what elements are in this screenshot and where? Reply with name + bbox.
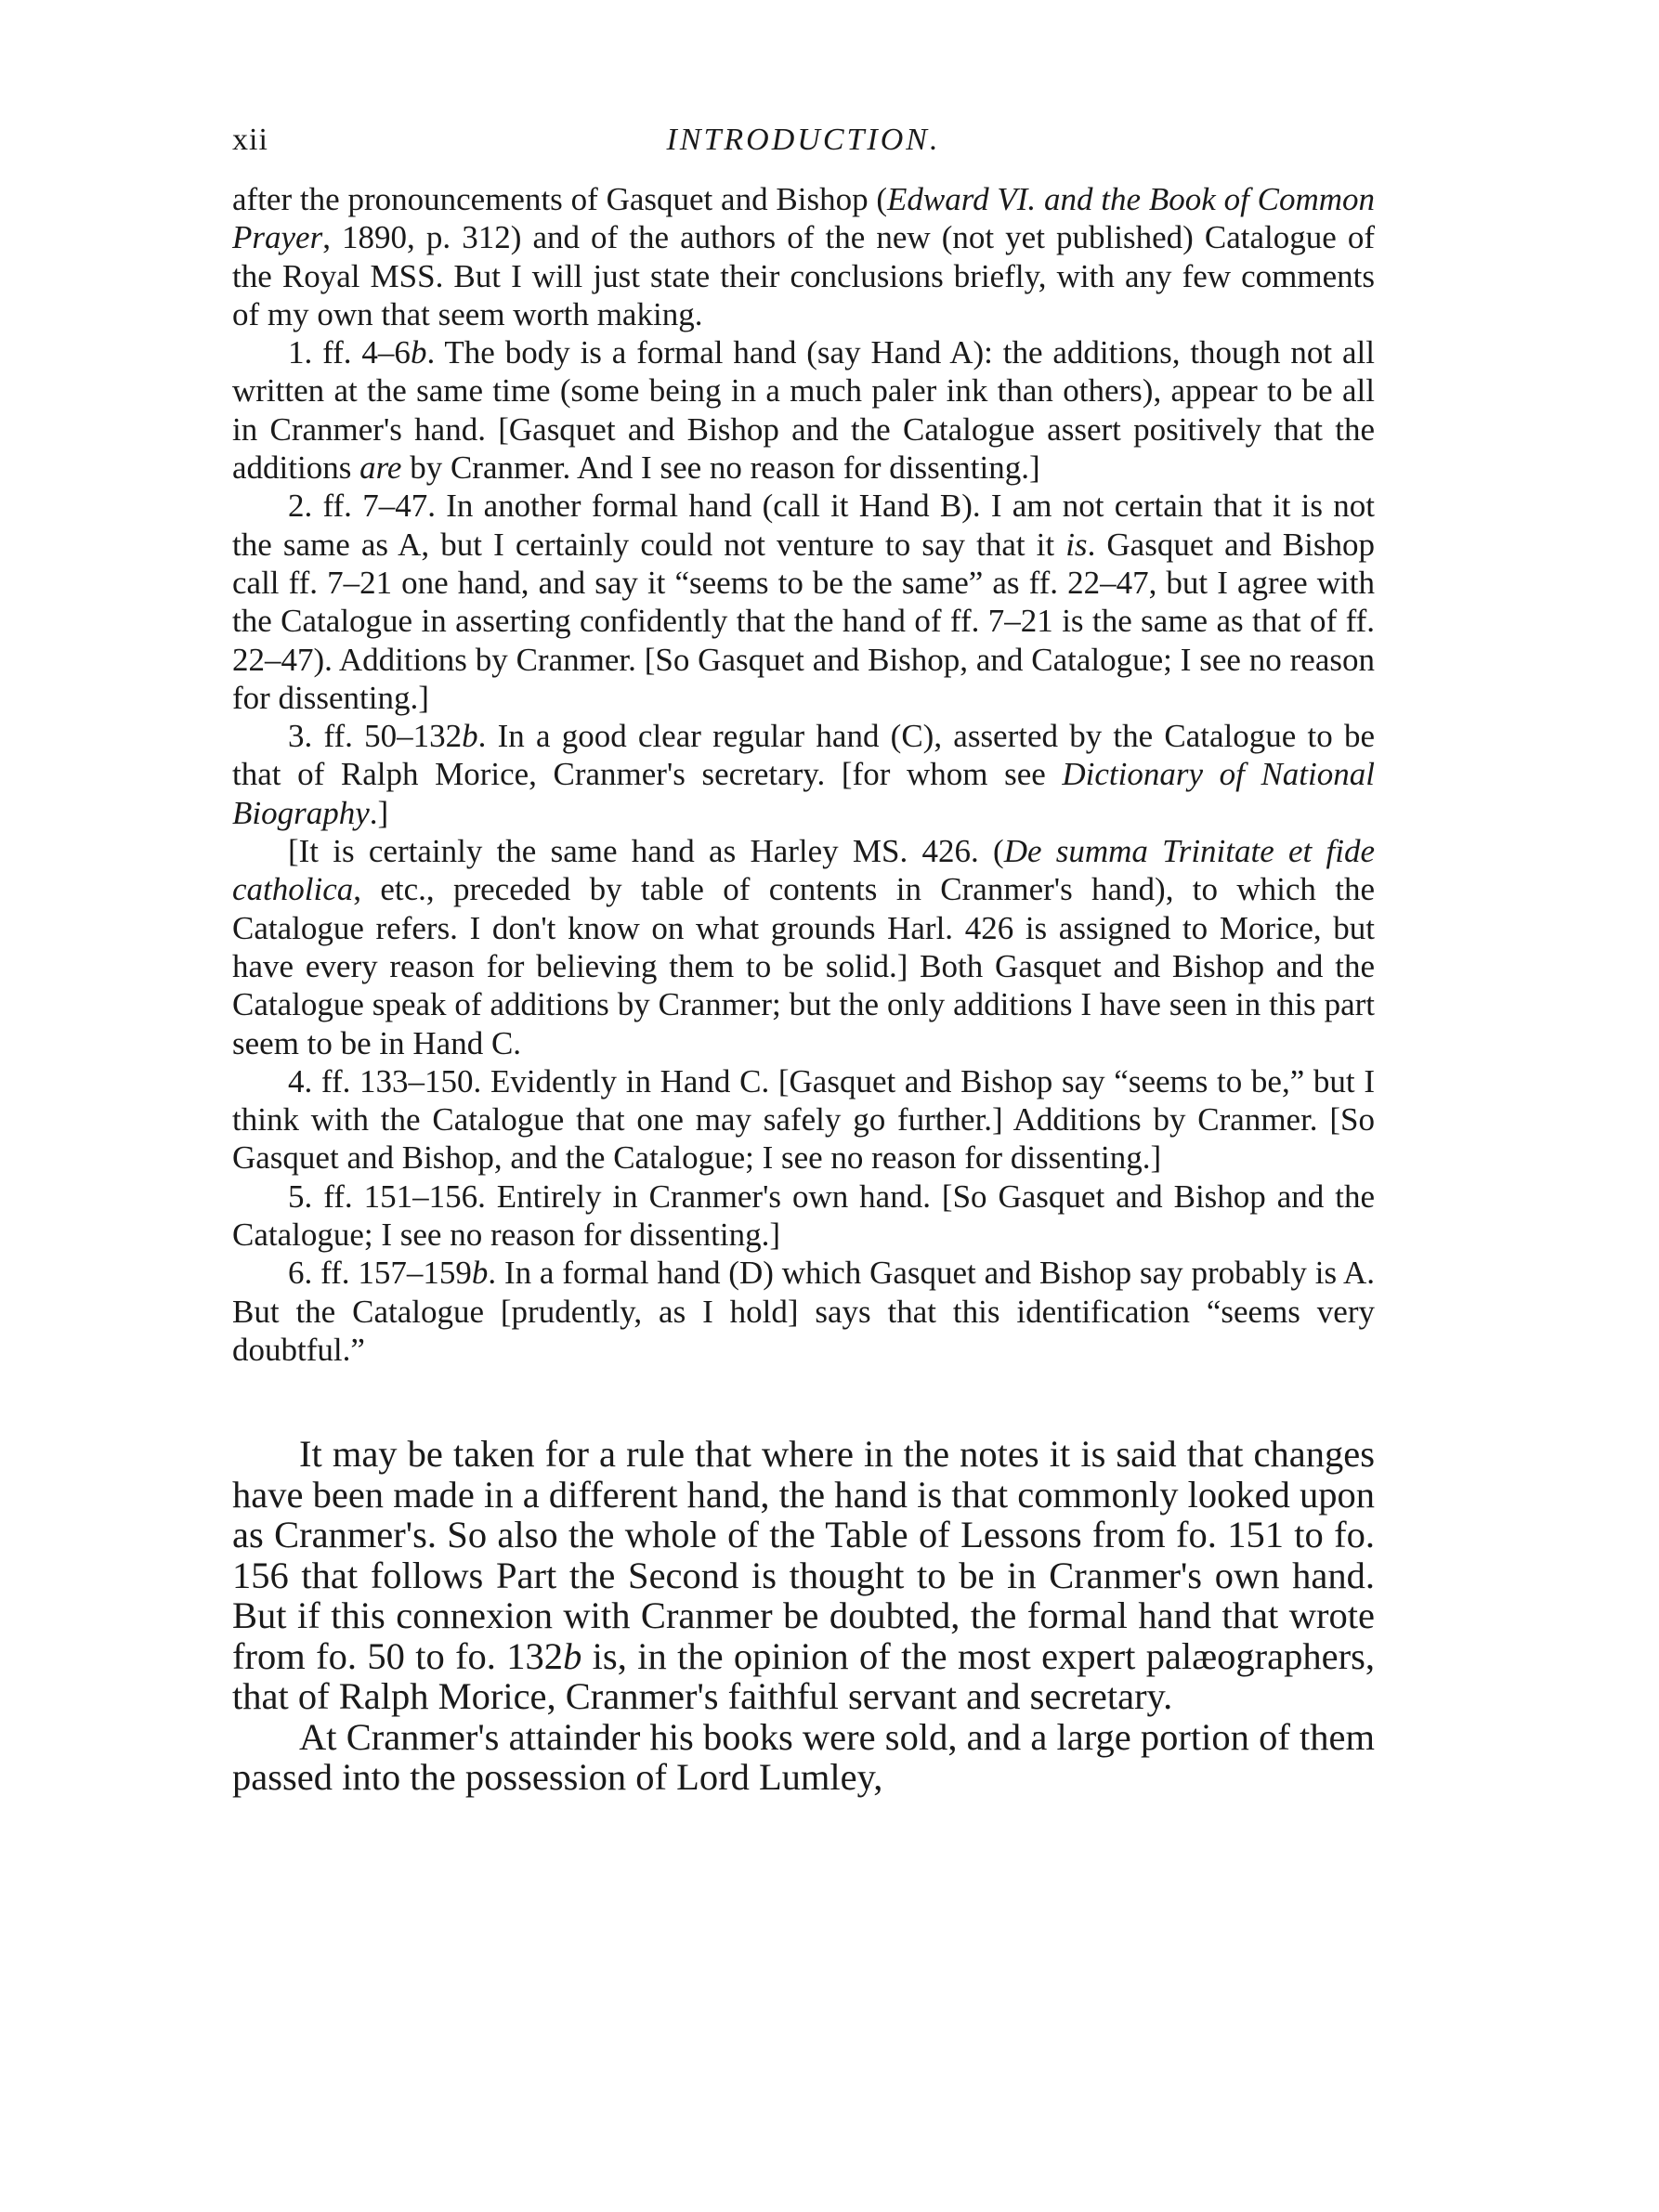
note-paragraph — [232, 1254, 1375, 1369]
italic-text: De summa Trinitate et fide catholica — [232, 833, 1376, 908]
note-paragraph — [232, 1178, 1375, 1255]
italic-text: b — [563, 1634, 582, 1677]
body-paragraph — [232, 1434, 1375, 1717]
text-run: At Cranmer's attainder his books were sold, and a large portion of them passed into the possession of Lord Lumley, — [232, 1715, 1375, 1799]
running-head: INTRODUCTION. — [666, 123, 941, 157]
italic-text: are — [359, 449, 402, 487]
text-run: , 1890, p. 312) and of the authors of the new (not yet published) Catalogue of the Royal MSS. But I will just state their conclusions briefly, with any few comments of my own that seem worth making. — [232, 219, 1375, 332]
text-run: 5. ff. 151–156. Entirely in Cranmer's own hand. [So Gasquet and Bishop and the Catalogue; I see no reason for dissenting.] — [232, 1178, 1375, 1254]
text-run: . In a good clear regular hand (C), asserted by the Catalogue to be that of Ralph Morice, Cranmer's secretary. [for whom see — [232, 718, 1375, 793]
italic-text: Edward VI. and the Book of Common Prayer — [232, 181, 1375, 256]
body-paragraph — [232, 1717, 1375, 1798]
text-run: 2. ff. 7–47. In another formal hand (call it Hand B). I am not certain that it is not the same as A, but I certainly could not venture to say that it — [232, 488, 1375, 563]
folio-number: xii — [232, 123, 268, 157]
note-paragraph — [232, 180, 1375, 333]
italic-text: is — [1065, 526, 1088, 563]
text-run: . The body is a formal hand (say Hand A): the additions, though not all written at the same time (some being in a much paler ink than others), appear to be all in Cranmer's hand. [Gasquet and Bishop and the Catalogue assert positively that the additions — [232, 334, 1375, 487]
note-paragraph — [232, 1062, 1375, 1178]
text-run: by Cranmer. And I see no reason for dissenting.] — [401, 449, 1040, 487]
italic-text: b — [462, 718, 478, 755]
note-paragraph — [232, 333, 1375, 487]
text-run: It may be taken for a rule that where in the notes it is said that changes have been made in a different hand, the hand is that commonly looked upon as Cranmer's. So also the whole of the Table of Lessons from fo. 151 to fo. 156 that follows Part the Second is thought to be in Cranmer's own hand. But if this connexion with Cranmer be doubted, the formal hand that wrote from fo. 50 to fo. 132 — [232, 1433, 1375, 1677]
text-run: , etc., preceded by table of contents in Cranmer's hand), to which the Catalogue refers. I don't know on what grounds Harl. 426 is assigned to Morice, but have every reason for believing them to be solid.] Both Gasquet and Bishop and the Catalogue speak of additions by Cranmer; but the only additions I have seen in this part seem to be in Hand C. — [232, 871, 1375, 1061]
note-paragraph — [232, 717, 1375, 832]
italic-text: b — [410, 334, 427, 371]
page-header — [232, 111, 1375, 167]
text-run: .] — [369, 794, 389, 831]
text-run: . Gasquet and Bishop call ff. 7–21 one hand, and say it “seems to be the same” as ff. 22–47, but I agree with the Catalogue in asserting confidently that the hand of ff. 7–21 is the same as that of ff. 22–47). Additions by Cranmer. [So Gasquet and Bishop, and Catalogue; I see no reason for dissenting.] — [232, 526, 1375, 716]
manuscript-notes — [232, 180, 1375, 1369]
italic-text: b — [471, 1255, 489, 1292]
text-run: 1. ff. 4–6 — [288, 334, 411, 371]
text-run: 3. ff. 50–132 — [288, 718, 463, 755]
text-run: 4. ff. 133–150. Evidently in Hand C. [Gasquet and Bishop say “seems to be,” but I think with the Catalogue that one may safely go further.] Additions by Cranmer. [So Gasquet and Bishop, and the Catalogue; I see no reason for dissenting.] — [232, 1062, 1375, 1177]
body-text — [232, 1434, 1375, 1798]
text-run: after the pronouncements of Gasquet and Bishop ( — [232, 181, 888, 217]
note-paragraph — [232, 832, 1375, 1062]
text-run: is, in the opinion of the most expert palæographers, that of Ralph Morice, Cranmer's faithful servant and secretary. — [232, 1634, 1375, 1718]
text-run: [It is certainly the same hand as Harley MS. 426. ( — [288, 833, 1004, 870]
note-paragraph — [232, 487, 1375, 717]
italic-text: Dictionary of National Biography — [232, 756, 1375, 831]
text-run: 6. ff. 157–159 — [288, 1255, 472, 1292]
text-run: . In a formal hand (D) which Gasquet and Bishop say probably is A. But the Catalogue [prudently, as I hold] says that this identification “seems very doubtful.” — [232, 1255, 1376, 1368]
page — [232, 111, 1375, 1798]
